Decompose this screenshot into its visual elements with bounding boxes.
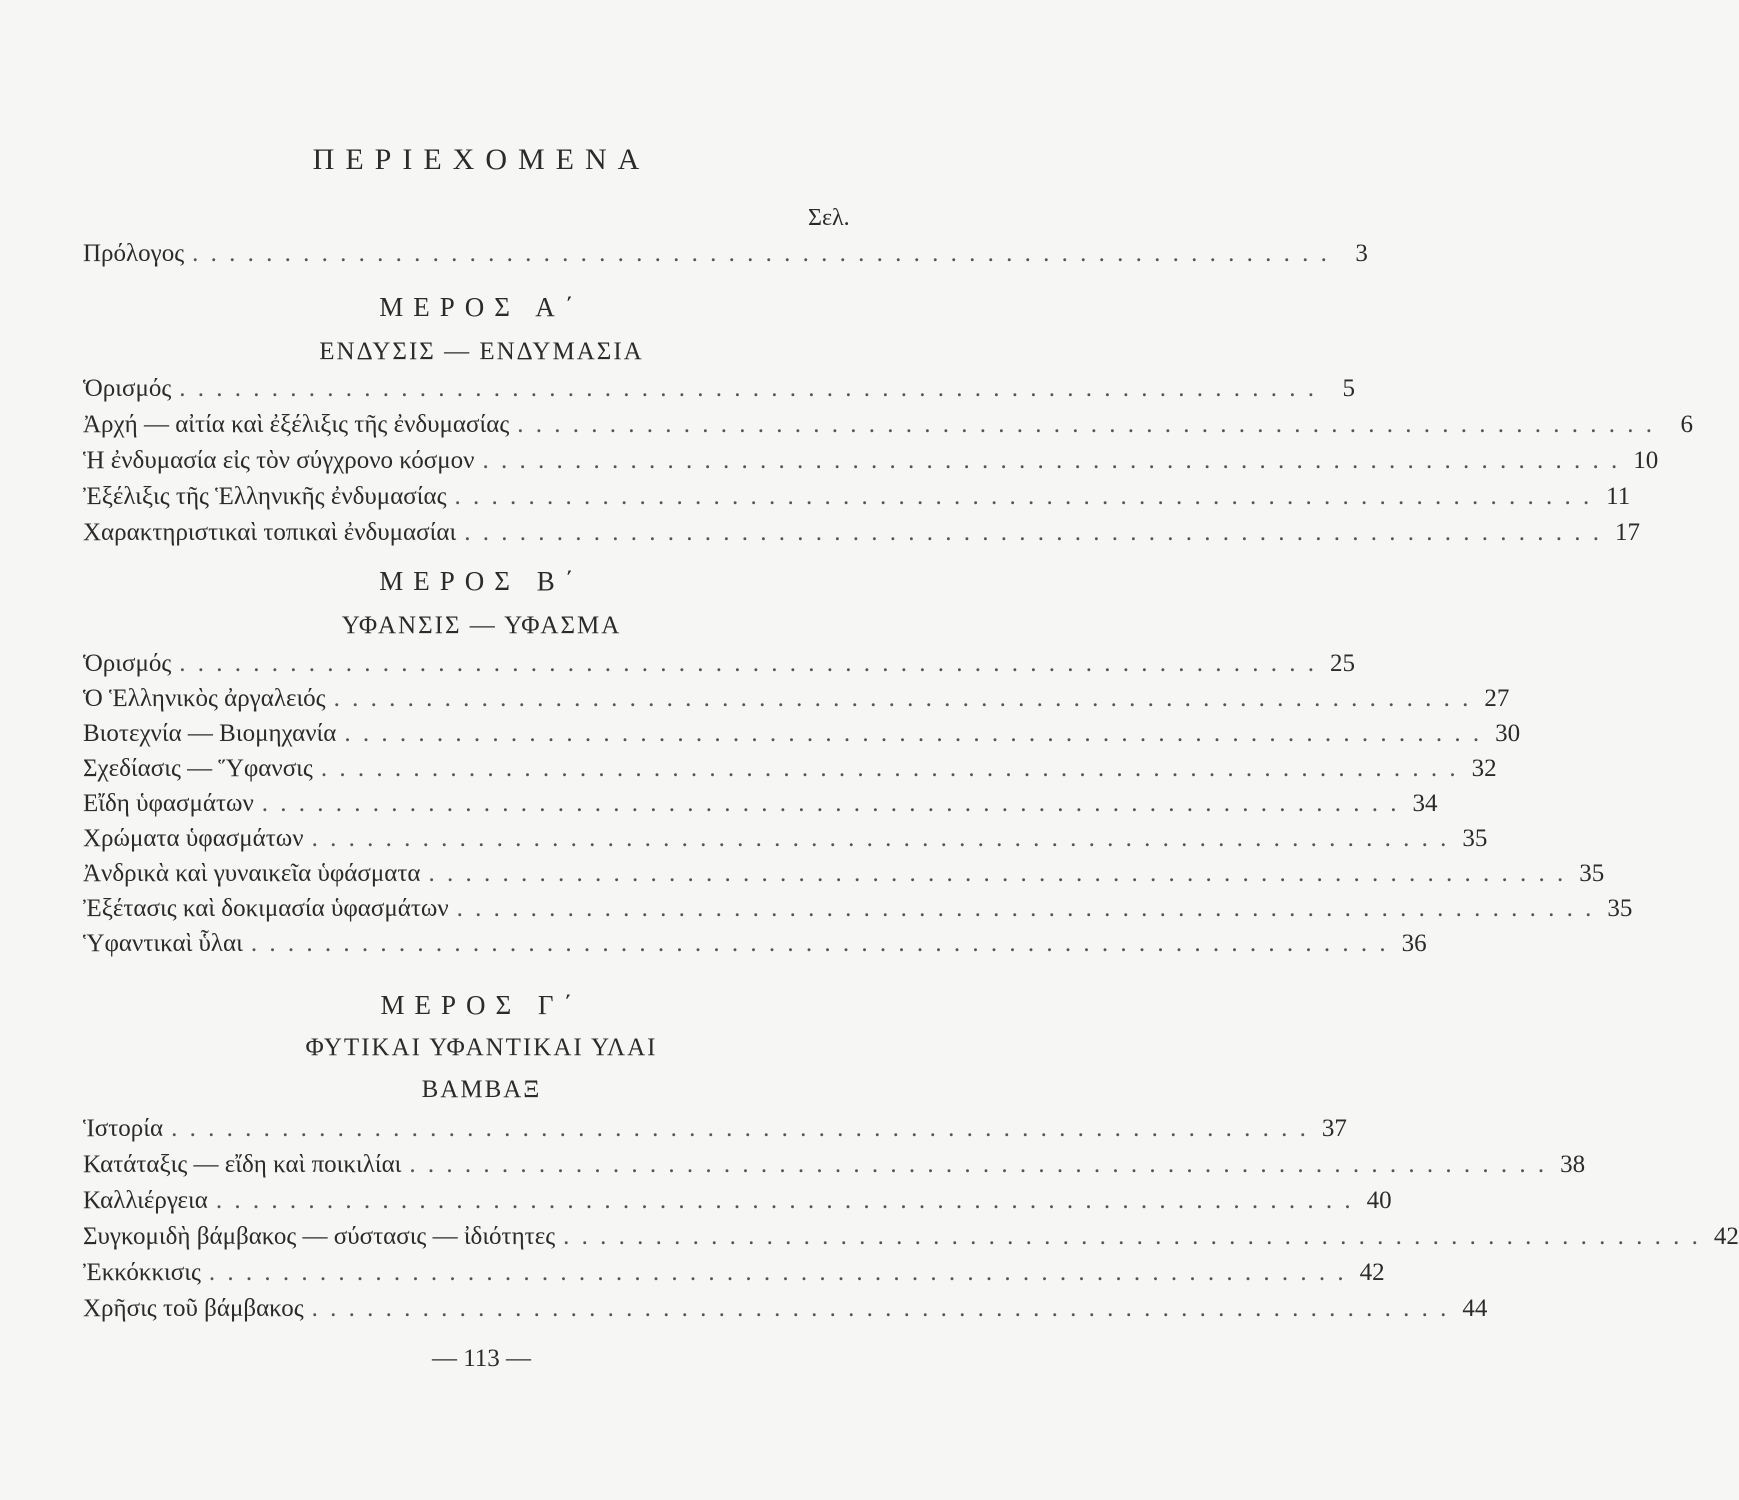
page-number: — 113 — — [431, 1345, 532, 1372]
toc-entry — [83, 755, 1497, 791]
toc-entry-page: 3 — [1355, 240, 1368, 267]
leader-dots: . . . . . . . . . . . . . . . . . . . . . . . . . . . . . . . . . . . . . . . . . . . . . . . . . . . . . . . . . . . . . . — [517, 411, 1655, 438]
toc-entry — [83, 1259, 1385, 1295]
leader-dots: . . . . . . . . . . . . . . . . . . . . . . . . . . . . . . . . . . . . . . . . . . . . . . . . . . . . . . . . . . . . . . — [464, 519, 1602, 546]
toc-entry-text: Σχεδίασις — Ὕφανσις — [83, 755, 313, 782]
toc-entry-page: 25 — [1330, 650, 1356, 677]
leader-dots: . . . . . . . . . . . . . . . . . . . . . . . . . . . . . . . . . . . . . . . . . . . . . . . . . . . . . . . . . . . . . . — [311, 825, 1450, 852]
toc-entry — [83, 375, 1356, 411]
toc-entry — [83, 411, 1693, 447]
leader-dots: . . . . . . . . . . . . . . . . . . . . . . . . . . . . . . . . . . . . . . . . . . . . . . . . . . . . . . . . . . . . . . — [454, 483, 1593, 510]
toc-entry — [83, 685, 1510, 721]
toc-entry — [83, 1115, 1347, 1151]
part-b-subheading: ΥΦΑΝΣΙΣ — ΥΦΑΣΜΑ — [341, 612, 622, 639]
toc-entry-page: 6 — [1680, 411, 1693, 438]
toc-entry — [83, 825, 1488, 861]
leader-dots: . . . . . . . . . . . . . . . . . . . . . . . . . . . . . . . . . . . . . . . . . . . . . . . . . . . . . . . . . . . . . . — [320, 755, 1459, 782]
toc-entry — [83, 1223, 1739, 1259]
toc-entry-page: 40 — [1366, 1187, 1392, 1214]
part-c-subheading-2: ΒΑΜΒΑΞ — [421, 1076, 542, 1103]
toc-entry — [83, 519, 1640, 555]
toc-entry — [83, 720, 1521, 756]
toc-entry-page: 42 — [1713, 1223, 1739, 1250]
toc-entry-page: 35 — [1462, 825, 1488, 852]
leader-dots: . . . . . . . . . . . . . . . . . . . . . . . . . . . . . . . . . . . . . . . . . . . . . . . . . . . . . . . . . . . . . . — [261, 790, 1400, 817]
toc-entry — [83, 895, 1633, 931]
toc-entry-prologue — [83, 240, 1368, 276]
leader-dots: . . . . . . . . . . . . . . . . . . . . . . . . . . . . . . . . . . . . . . . . . . . . . . . . . . . . . . . . . . . . . . — [333, 685, 1472, 712]
toc-entry — [83, 930, 1427, 966]
part-a-heading: ΜΕΡΟΣ Α΄ — [379, 292, 584, 322]
leader-dots: . . . . . . . . . . . . . . . . . . . . . . . . . . . . . . . . . . . . . . . . . . . . . . . . . . . . . . . . . . . . . . — [456, 895, 1595, 922]
toc-entry-text: Ὑφαντικαὶ ὗλαι — [83, 930, 243, 957]
toc-entry-text: Ἱστορία — [83, 1115, 164, 1142]
toc-entry-text: Καλλιέργεια — [83, 1187, 208, 1214]
leader-dots: . . . . . . . . . . . . . . . . . . . . . . . . . . . . . . . . . . . . . . . . . . . . . . . . . . . . . . . . . . . . . . — [179, 650, 1318, 677]
toc-entry — [83, 650, 1356, 686]
toc-entry-page: 27 — [1484, 685, 1510, 712]
leader-dots: . . . . . . . . . . . . . . . . . . . . . . . . . . . . . . . . . . . . . . . . . . . . . . . . . . . . . . . . . . . . . . — [179, 375, 1318, 402]
toc-entry-text: Εἴδη ὑφασμάτων — [83, 790, 254, 817]
toc-entry-page: 34 — [1412, 790, 1438, 817]
page-title: ΠΕΡΙΕΧΟΜΕΝΑ — [312, 143, 651, 176]
toc-entry-text: Ὁ Ἑλληνικὸς ἀργαλειός — [83, 685, 326, 712]
part-c-subheading: ΦΥΤΙΚΑΙ ΥΦΑΝΤΙΚΑΙ ΥΛΑΙ — [305, 1034, 658, 1061]
toc-entry-page: 38 — [1560, 1151, 1586, 1178]
toc-entry-text: Χρῆσις τοῦ βάμβακος — [83, 1295, 304, 1322]
toc-entry-page: 35 — [1579, 860, 1605, 887]
toc-entry-text: Συγκομιδὴ βάμβακος — σύστασις — ἰδιότητες — [83, 1223, 556, 1250]
toc-entry — [83, 483, 1631, 519]
toc-entry — [83, 1187, 1392, 1223]
toc-entry-text: Ἀνδρικὰ καὶ γυναικεῖα ὑφάσματα — [83, 860, 421, 887]
part-a-subheading: ΕΝΔΥΣΙΣ — ΕΝΔΥΜΑΣΙΑ — [319, 338, 644, 365]
leader-dots: . . . . . . . . . . . . . . . . . . . . . . . . . . . . . . . . . . . . . . . . . . . . . . . . . . . . . . . . . . . . . . — [563, 1223, 1701, 1250]
leader-dots: . . . . . . . . . . . . . . . . . . . . . . . . . . . . . . . . . . . . . . . . . . . . . . . . . . . . . . . . . . . . . . — [192, 240, 1330, 267]
toc-entry-text: Ἐξέλιξις τῆς Ἑλληνικῆς ἐνδυμασίας — [83, 483, 447, 510]
toc-entry-page: 5 — [1342, 375, 1356, 402]
toc-entry — [83, 1295, 1488, 1331]
toc-entry-text: Πρόλογος — [83, 240, 185, 267]
toc-entry-text: Ἡ ἐνδυμασία εἰς τὸν σύγχρονο κόσμον — [83, 447, 475, 474]
toc-entry-text: Χαρακτηριστικαὶ τοπικαὶ ἐνδυμασίαι — [83, 519, 457, 546]
toc-entry-page: 35 — [1607, 895, 1633, 922]
toc-entry-page: 30 — [1495, 720, 1521, 747]
toc-entry-page: 36 — [1401, 930, 1427, 957]
leader-dots: . . . . . . . . . . . . . . . . . . . . . . . . . . . . . . . . . . . . . . . . . . . . . . . . . . . . . . . . . . . . . . — [428, 860, 1567, 887]
toc-entry-text: Ὁρισμός — [83, 650, 172, 677]
leader-dots: . . . . . . . . . . . . . . . . . . . . . . . . . . . . . . . . . . . . . . . . . . . . . . . . . . . . . . . . . . . . . . — [344, 720, 1483, 747]
toc-entry — [83, 860, 1605, 896]
leader-dots: . . . . . . . . . . . . . . . . . . . . . . . . . . . . . . . . . . . . . . . . . . . . . . . . . . . . . . . . . . . . . . — [409, 1151, 1548, 1178]
toc-entry — [83, 790, 1438, 826]
toc-entry-page: 32 — [1471, 755, 1497, 782]
toc-entry-text: Ὁρισμός — [83, 375, 172, 402]
toc-entry-page: 42 — [1359, 1259, 1385, 1286]
toc-entry-text: Βιοτεχνία — Βιομηχανία — [83, 720, 337, 747]
toc-entry-page: 11 — [1606, 483, 1631, 510]
part-b-heading: ΜΕΡΟΣ Β΄ — [379, 566, 584, 596]
toc-entry-page: 17 — [1614, 519, 1640, 546]
part-c-heading: ΜΕΡΟΣ Γ΄ — [380, 990, 583, 1020]
toc-entry-text: Ἐκκόκκισις — [83, 1259, 201, 1286]
toc-entry-page: 10 — [1633, 447, 1659, 474]
page-column-label: Σελ. — [808, 205, 850, 231]
toc-entry — [83, 447, 1659, 483]
toc-entry-page: 37 — [1321, 1115, 1347, 1142]
toc-entry-page: 44 — [1462, 1295, 1488, 1322]
toc-entry-text: Χρώματα ὑφασμάτων — [83, 825, 304, 852]
leader-dots: . . . . . . . . . . . . . . . . . . . . . . . . . . . . . . . . . . . . . . . . . . . . . . . . . . . . . . . . . . . . . . — [171, 1115, 1309, 1142]
toc-entry-text: Ἀρχή — αἰτία καὶ ἐξέλιξις τῆς ἐνδυμασίας — [83, 411, 510, 438]
leader-dots: . . . . . . . . . . . . . . . . . . . . . . . . . . . . . . . . . . . . . . . . . . . . . . . . . . . . . . . . . . . . . . — [250, 930, 1389, 957]
leader-dots: . . . . . . . . . . . . . . . . . . . . . . . . . . . . . . . . . . . . . . . . . . . . . . . . . . . . . . . . . . . . . . — [482, 447, 1621, 474]
leader-dots: . . . . . . . . . . . . . . . . . . . . . . . . . . . . . . . . . . . . . . . . . . . . . . . . . . . . . . . . . . . . . . — [215, 1187, 1354, 1214]
toc-entry-text: Ἐξέτασις καὶ δοκιμασία ὑφασμάτων — [83, 895, 449, 922]
toc-entry — [83, 1151, 1586, 1187]
toc-entry-text: Κατάταξις — εἴδη καὶ ποικιλίαι — [83, 1151, 402, 1178]
leader-dots: . . . . . . . . . . . . . . . . . . . . . . . . . . . . . . . . . . . . . . . . . . . . . . . . . . . . . . . . . . . . . . — [208, 1259, 1347, 1286]
leader-dots: . . . . . . . . . . . . . . . . . . . . . . . . . . . . . . . . . . . . . . . . . . . . . . . . . . . . . . . . . . . . . . — [311, 1295, 1450, 1322]
